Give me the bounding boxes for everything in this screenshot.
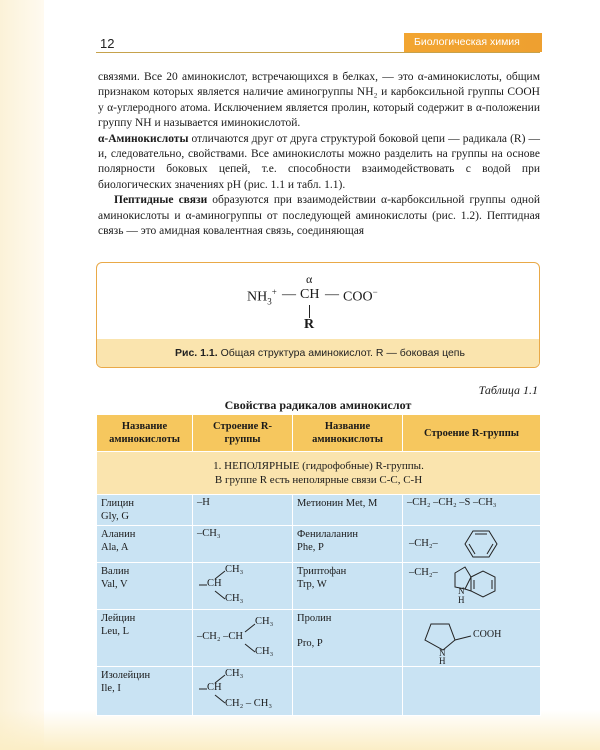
valine-ch3-bottom: CH₃ (225, 593, 244, 604)
side-chain-r: R (304, 317, 315, 332)
cell-methionine: Метионин Met, M (293, 495, 403, 526)
cell-glycine: Глицин Gly, G (97, 495, 193, 526)
structure-leucine (193, 610, 293, 667)
group-nonpolar (97, 452, 541, 495)
cell-leucine: Лейцин Leu, L (97, 610, 193, 667)
benzene-ring-icon (403, 526, 541, 562)
valine-ch: CH (207, 578, 222, 589)
general-formula (97, 263, 539, 341)
structure-isoleucine (193, 667, 293, 716)
table-row (97, 495, 541, 526)
caption-text: Общая структура аминокислот. R — боковая цепь (217, 347, 465, 359)
structure-valine (193, 563, 293, 610)
paragraph-2 (98, 132, 540, 194)
isoleucine-ch: CH (207, 682, 222, 693)
body-text (98, 70, 540, 239)
table-row (97, 610, 541, 667)
valine-ch3-top: CH₃ (225, 564, 244, 575)
leucine-ch2-ch: –CH₂ –CH (197, 631, 243, 642)
running-header: Биологическая химия (404, 33, 542, 52)
structure-tryptophan (403, 563, 541, 610)
paragraph-2-text: отличаются друг от друга структурой боковой цепи — радикала (R) — и, следовательно, свойствами. Все аминокислоты можно разделить на группы на основе полярности боковых цепей, т.е. способности взаимодействовать с водой при биологических значениях pH (рис. 1.1 и табл. 1.1). (98, 132, 540, 191)
table-title: Свойства радикалов аминокислот (224, 398, 412, 412)
carboxylate-group: COO− (343, 287, 378, 305)
alpha-carbon: CH (300, 287, 320, 302)
indole-n: N (458, 586, 465, 596)
indole-h: H (458, 595, 465, 605)
cell-proline: Пролин Pro, P (293, 610, 403, 667)
cell-alanine: Аланин Ala, A (97, 526, 193, 563)
paragraph-3-text: образуются при взаимодействии α-карбоксильной группы одной аминокислоты и α-аминогруппы от последующей аминокислоты (рис. 1.2). Пептидная связь — это амидная ковалентная связь, соединяющая (98, 194, 540, 238)
proline-cooh: COOH (473, 629, 502, 640)
group-row (97, 452, 541, 495)
figure-1-1 (96, 262, 540, 368)
header-name-2: Название аминокислоты (293, 415, 403, 452)
figure-caption (97, 339, 539, 367)
paragraph-1: связями. Все 20 аминокислот, встречающихся в белках, — это α-аминокислоты, общим признаком которых является наличие аминогруппы NH₂ и карбоксильной группы COOH у α-углеродного атома. Исключением является пролин, который содержит в α-положении группу NH и называется иминокислотой. (98, 71, 540, 130)
phe-ch2: –CH₂– (409, 538, 438, 549)
cell-empty-name (293, 667, 403, 716)
caption-label: Рис. 1.1. (175, 347, 218, 359)
proline-n: N (439, 648, 446, 658)
isoleucine-ethyl: CH₂ – CH₃ (225, 698, 272, 709)
table-row (97, 526, 541, 563)
cell-tryptophan: Триптофан Trp, W (293, 563, 403, 610)
alpha-label: α (306, 272, 313, 286)
group-description: В группе R есть неполярные связи С-С, С-Н (214, 474, 423, 486)
group-title: 1. НЕПОЛЯРНЫЕ (гидрофобные) R-группы. (213, 460, 424, 472)
table-row (97, 667, 541, 716)
cell-isoleucine: Изолейцин Ile, I (97, 667, 193, 716)
header-rule (96, 52, 540, 53)
amino-group: $NH_3^+$ (247, 287, 277, 307)
cell-valine: Валин Val, V (97, 563, 193, 610)
structure-methionine: –CH₂ –CH₂ –S –CH₃ (403, 495, 541, 526)
trp-ch2: –CH₂– (409, 567, 438, 578)
header-name-1: Название аминокислоты (97, 415, 193, 452)
table-label: Таблица 1.1 (478, 383, 538, 397)
structure-proline (403, 610, 541, 667)
cell-phenylalanine: Фенилаланин Phe, P (293, 526, 403, 563)
header-structure-2: Строение R-группы (403, 415, 541, 452)
term-peptide-bonds: Пептидные связи (114, 194, 208, 207)
leucine-ch3-top: CH₃ (255, 616, 274, 627)
header-structure-1: Строение R-группы (193, 415, 293, 452)
bond-1: — (282, 287, 296, 302)
table-header-row (97, 415, 541, 452)
pyrrolidine-ring-icon (403, 610, 541, 666)
structure-alanine: –CH₃ (193, 526, 293, 563)
amino-acid-table (96, 414, 541, 716)
page-number: 12 (100, 36, 115, 51)
table-row (97, 563, 541, 610)
leucine-ch3-bottom: CH₃ (255, 646, 274, 657)
structure-phenylalanine (403, 526, 541, 563)
page-bottom-fade (0, 710, 600, 750)
cell-empty-structure (403, 667, 541, 716)
term-amino-acids: α-Аминокислоты (98, 132, 189, 145)
page-margin-strip (0, 0, 44, 750)
paragraph-3 (98, 193, 540, 239)
bond-2: — (325, 287, 339, 302)
indole-ring-icon (403, 563, 541, 609)
proline-h: H (439, 656, 446, 666)
structure-glycine: –H (193, 495, 293, 526)
isoleucine-ch3: CH₃ (225, 668, 244, 679)
